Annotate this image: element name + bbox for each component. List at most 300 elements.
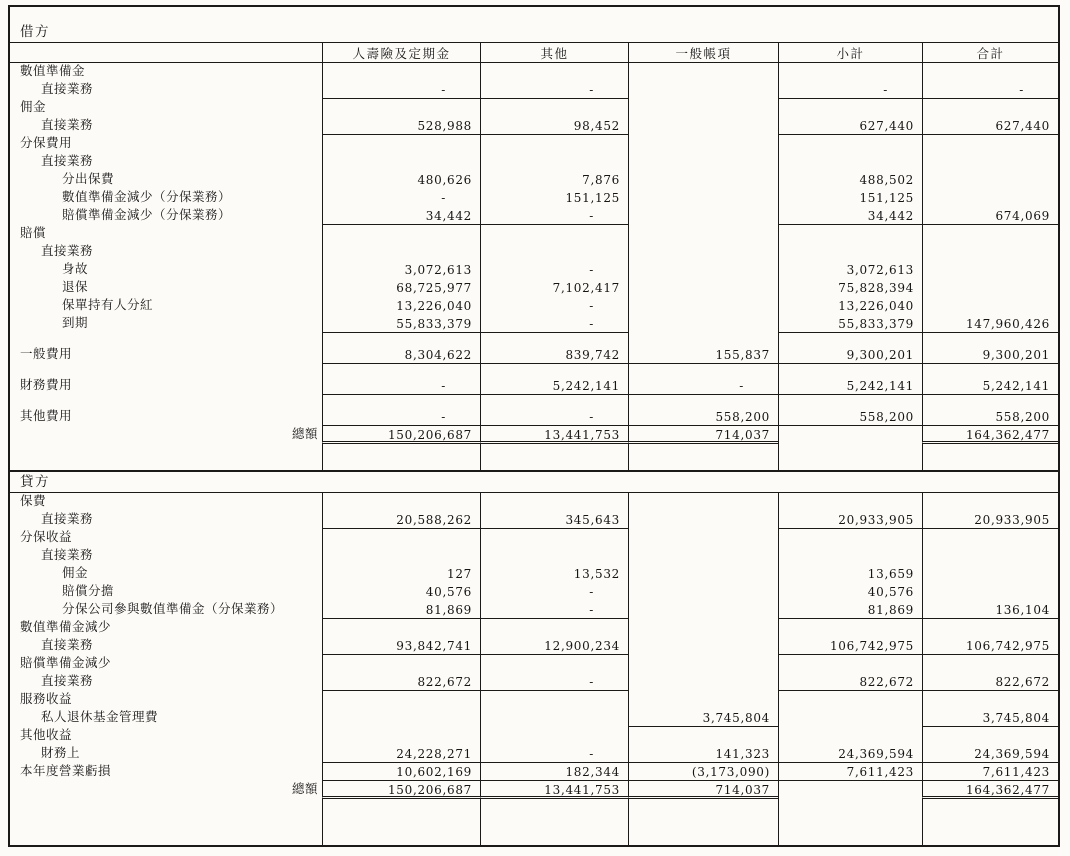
table-cell: 150,206,687 — [322, 426, 480, 444]
table-cell — [480, 655, 628, 673]
column-header-subtotal: 小計 — [778, 43, 922, 62]
table-cell: 20,933,905 — [922, 511, 1058, 529]
table-cell — [480, 444, 628, 470]
table-cell — [922, 261, 1058, 279]
table-cell: 714,037 — [628, 781, 778, 799]
table-cell — [628, 99, 778, 117]
table-cell — [628, 601, 778, 619]
table-cell — [628, 444, 778, 470]
table-cell — [480, 493, 628, 511]
table-row — [10, 225, 1058, 243]
spacer-row — [10, 364, 1058, 377]
table-cell: 5,242,141 — [778, 377, 922, 395]
table-cell — [922, 225, 1058, 243]
table-cell — [922, 565, 1058, 583]
table-cell: 13,226,040 — [322, 297, 480, 315]
table-cell — [922, 583, 1058, 601]
table-cell: 8,304,622 — [322, 346, 480, 364]
table-cell: 40,576 — [778, 583, 922, 601]
table-cell — [778, 225, 922, 243]
table-cell — [322, 529, 480, 547]
table-cell — [922, 619, 1058, 637]
table-cell: 136,104 — [922, 601, 1058, 619]
row-label — [10, 395, 322, 408]
row-label: 其他收益 — [20, 728, 73, 742]
table-cell: - — [628, 377, 778, 395]
table-cell — [322, 225, 480, 243]
table-cell — [628, 243, 778, 261]
table-cell — [628, 225, 778, 243]
table-row — [10, 346, 1058, 364]
row-label: 私人退休基金管理費 — [41, 710, 159, 724]
table-cell: 822,672 — [922, 673, 1058, 691]
table-cell — [922, 655, 1058, 673]
table-cell: 13,659 — [778, 565, 922, 583]
table-cell — [778, 493, 922, 511]
table-row — [10, 279, 1058, 297]
row-label: 直接業務 — [41, 512, 94, 526]
table-cell — [922, 444, 1058, 470]
table-cell: - — [480, 261, 628, 279]
table-cell: - — [480, 207, 628, 225]
row-label: 總額 — [291, 427, 318, 441]
table-cell: 558,200 — [922, 408, 1058, 426]
table-cell: 24,228,271 — [322, 745, 480, 763]
table-cell — [922, 727, 1058, 745]
debit-rows — [10, 63, 1058, 470]
table-cell — [628, 117, 778, 135]
table-cell — [322, 364, 480, 377]
table-cell — [322, 395, 480, 408]
table-cell: 155,837 — [628, 346, 778, 364]
row-label: 其他費用 — [20, 409, 73, 423]
table-cell — [778, 709, 922, 727]
table-cell — [628, 279, 778, 297]
table-cell: 151,125 — [778, 189, 922, 207]
table-cell — [922, 63, 1058, 81]
table-cell: - — [480, 408, 628, 426]
table-cell: 7,876 — [480, 171, 628, 189]
table-row — [10, 426, 1058, 444]
table-cell — [778, 153, 922, 171]
table-row — [10, 745, 1058, 763]
table-cell — [480, 395, 628, 408]
table-row — [10, 99, 1058, 117]
table-cell: 345,643 — [480, 511, 628, 529]
table-cell — [778, 529, 922, 547]
table-cell: 34,442 — [778, 207, 922, 225]
table-cell — [778, 243, 922, 261]
column-header-life-annuity: 人壽險及定期金 — [322, 43, 480, 62]
row-label — [10, 333, 322, 346]
table-cell: 150,206,687 — [322, 781, 480, 799]
row-label: 到期 — [62, 316, 89, 330]
table-cell: 480,626 — [322, 171, 480, 189]
table-cell — [628, 547, 778, 565]
table-cell: 3,072,613 — [322, 261, 480, 279]
table-row — [10, 117, 1058, 135]
row-label: 一般費用 — [20, 347, 73, 361]
table-cell — [778, 395, 922, 408]
row-label: 分出保費 — [62, 172, 115, 186]
table-cell — [480, 619, 628, 637]
table-cell — [778, 691, 922, 709]
row-label: 財務上 — [41, 746, 81, 760]
row-label: 直接業務 — [41, 674, 94, 688]
table-cell: 127 — [322, 565, 480, 583]
table-cell — [628, 395, 778, 408]
table-cell — [480, 63, 628, 81]
table-cell — [922, 135, 1058, 153]
credit-section-band — [10, 470, 1058, 493]
table-cell: - — [480, 297, 628, 315]
table-cell: - — [480, 601, 628, 619]
table-cell — [922, 153, 1058, 171]
table-cell: 164,362,477 — [922, 426, 1058, 444]
spacer-row — [10, 444, 1058, 470]
table-cell: 528,988 — [322, 117, 480, 135]
table-cell: - — [480, 81, 628, 99]
table-cell — [922, 279, 1058, 297]
table-cell — [480, 691, 628, 709]
table-cell — [922, 189, 1058, 207]
column-header-empty — [10, 43, 322, 62]
table-cell — [778, 444, 922, 470]
table-cell — [628, 297, 778, 315]
table-cell — [922, 529, 1058, 547]
table-cell — [480, 99, 628, 117]
table-cell — [628, 315, 778, 333]
table-cell — [322, 493, 480, 511]
row-label — [10, 364, 322, 377]
table-cell: 20,588,262 — [322, 511, 480, 529]
table-cell: 7,611,423 — [778, 763, 922, 781]
table-cell: 13,532 — [480, 565, 628, 583]
row-label — [10, 799, 322, 845]
table-cell — [628, 583, 778, 601]
row-label: 保單持有人分紅 — [62, 298, 154, 312]
table-cell: - — [480, 315, 628, 333]
table-cell: 68,725,977 — [322, 279, 480, 297]
table-cell: 98,452 — [480, 117, 628, 135]
column-header-general-accounts: 一般帳項 — [628, 43, 778, 62]
column-header-other: 其他 — [480, 43, 628, 62]
table-cell — [322, 135, 480, 153]
table-cell — [922, 297, 1058, 315]
table-cell — [922, 333, 1058, 346]
table-cell — [628, 207, 778, 225]
table-cell — [778, 63, 922, 81]
table-row — [10, 691, 1058, 709]
table-cell — [922, 691, 1058, 709]
table-cell: (3,173,090) — [628, 763, 778, 781]
table-cell: - — [322, 377, 480, 395]
table-cell: 24,369,594 — [922, 745, 1058, 763]
table-cell: 151,125 — [480, 189, 628, 207]
table-cell — [628, 637, 778, 655]
table-cell — [628, 655, 778, 673]
row-label — [10, 444, 322, 470]
table-row — [10, 601, 1058, 619]
table-row — [10, 583, 1058, 601]
table-cell — [778, 99, 922, 117]
row-label: 賠償分擔 — [62, 584, 115, 598]
table-cell: 627,440 — [778, 117, 922, 135]
row-label: 直接業務 — [41, 154, 94, 168]
table-cell: - — [480, 583, 628, 601]
table-row — [10, 529, 1058, 547]
row-label: 退保 — [62, 280, 89, 294]
table-cell — [628, 135, 778, 153]
table-row — [10, 637, 1058, 655]
table-cell — [778, 333, 922, 346]
table-row — [10, 81, 1058, 99]
table-cell: 5,242,141 — [922, 377, 1058, 395]
row-label: 數值準備金減少（分保業務） — [62, 190, 232, 204]
row-label: 數值準備金減少 — [20, 620, 112, 634]
table-cell: 34,442 — [322, 207, 480, 225]
table-cell — [778, 364, 922, 377]
table-cell: 3,745,804 — [628, 709, 778, 727]
table-row — [10, 781, 1058, 799]
table-row — [10, 763, 1058, 781]
table-cell: 822,672 — [322, 673, 480, 691]
table-cell — [922, 243, 1058, 261]
table-cell — [628, 333, 778, 346]
table-row — [10, 189, 1058, 207]
credit-section-title: 貸方 — [20, 474, 50, 489]
table-cell: 3,745,804 — [922, 709, 1058, 727]
table-cell: 13,441,753 — [480, 781, 628, 799]
row-label: 直接業務 — [41, 244, 94, 258]
table-cell — [778, 619, 922, 637]
table-cell: - — [322, 189, 480, 207]
table-cell: 55,833,379 — [778, 315, 922, 333]
table-cell — [778, 655, 922, 673]
table-cell — [322, 547, 480, 565]
table-cell — [322, 333, 480, 346]
table-row — [10, 565, 1058, 583]
table-row — [10, 709, 1058, 727]
table-cell: 627,440 — [922, 117, 1058, 135]
table-cell: 13,441,753 — [480, 426, 628, 444]
table-cell: 24,369,594 — [778, 745, 922, 763]
table-cell: 147,960,426 — [922, 315, 1058, 333]
row-label: 賠償 — [20, 226, 47, 240]
table-cell — [480, 727, 628, 745]
table-cell: 3,072,613 — [778, 261, 922, 279]
table-cell: 20,933,905 — [778, 511, 922, 529]
table-row — [10, 493, 1058, 511]
table-cell: 106,742,975 — [922, 637, 1058, 655]
table-cell — [922, 364, 1058, 377]
table-cell: 839,742 — [480, 346, 628, 364]
table-cell — [480, 153, 628, 171]
table-cell — [322, 243, 480, 261]
table-cell: 81,869 — [322, 601, 480, 619]
spacer-row — [10, 333, 1058, 346]
table-row — [10, 153, 1058, 171]
table-cell — [922, 547, 1058, 565]
table-cell — [480, 243, 628, 261]
table-cell — [322, 799, 480, 845]
row-label: 保費 — [20, 494, 47, 508]
table-cell: 81,869 — [778, 601, 922, 619]
debit-section-band — [10, 7, 1058, 43]
table-row — [10, 297, 1058, 315]
row-label: 直接業務 — [41, 118, 94, 132]
table-cell — [628, 493, 778, 511]
table-row — [10, 135, 1058, 153]
table-row — [10, 261, 1058, 279]
table-cell — [628, 511, 778, 529]
table-cell — [480, 225, 628, 243]
table-row — [10, 408, 1058, 426]
table-cell — [322, 655, 480, 673]
table-cell — [778, 781, 922, 799]
table-cell — [628, 261, 778, 279]
table-cell: 13,226,040 — [778, 297, 922, 315]
table-cell — [778, 135, 922, 153]
table-cell — [322, 709, 480, 727]
table-cell — [322, 691, 480, 709]
table-cell: - — [322, 81, 480, 99]
table-cell — [480, 529, 628, 547]
table-cell — [778, 727, 922, 745]
table-cell — [322, 153, 480, 171]
table-cell: 141,323 — [628, 745, 778, 763]
row-label: 本年度營業虧損 — [20, 764, 112, 778]
table-cell — [322, 63, 480, 81]
table-cell: 7,102,417 — [480, 279, 628, 297]
table-cell — [922, 99, 1058, 117]
table-cell: 9,300,201 — [922, 346, 1058, 364]
table-cell: 558,200 — [778, 408, 922, 426]
table-cell: 93,842,741 — [322, 637, 480, 655]
table-cell: 5,242,141 — [480, 377, 628, 395]
table-cell — [628, 673, 778, 691]
table-cell — [480, 709, 628, 727]
table-row — [10, 315, 1058, 333]
table-cell: 106,742,975 — [778, 637, 922, 655]
table-cell — [480, 547, 628, 565]
table-cell: 674,069 — [922, 207, 1058, 225]
table-cell — [778, 547, 922, 565]
table-row — [10, 511, 1058, 529]
table-cell — [480, 799, 628, 845]
row-label: 服務收益 — [20, 692, 73, 706]
table-frame — [8, 5, 1060, 847]
table-cell: 10,602,169 — [322, 763, 480, 781]
table-row — [10, 63, 1058, 81]
spacer-row — [10, 799, 1058, 845]
table-cell — [922, 171, 1058, 189]
table-cell — [480, 364, 628, 377]
table-cell — [628, 529, 778, 547]
row-label: 直接業務 — [41, 548, 94, 562]
row-label: 總額 — [291, 782, 318, 796]
table-cell — [322, 444, 480, 470]
table-row — [10, 727, 1058, 745]
table-cell — [628, 171, 778, 189]
table-cell — [322, 99, 480, 117]
table-row — [10, 673, 1058, 691]
table-cell: 9,300,201 — [778, 346, 922, 364]
table-cell — [628, 619, 778, 637]
spacer-row — [10, 395, 1058, 408]
row-label: 身故 — [62, 262, 89, 276]
table-cell — [628, 565, 778, 583]
row-label: 直接業務 — [41, 638, 94, 652]
row-label: 直接業務 — [41, 82, 94, 96]
table-cell: 12,900,234 — [480, 637, 628, 655]
table-cell — [628, 153, 778, 171]
table-cell: - — [480, 745, 628, 763]
table-cell: 182,344 — [480, 763, 628, 781]
row-label: 數值準備金 — [20, 64, 86, 78]
table-cell — [922, 493, 1058, 511]
table-cell: 55,833,379 — [322, 315, 480, 333]
table-cell: 75,828,394 — [778, 279, 922, 297]
table-cell — [628, 799, 778, 845]
row-label: 佣金 — [62, 566, 89, 580]
row-label: 財務費用 — [20, 378, 73, 392]
table-cell — [628, 364, 778, 377]
table-row — [10, 243, 1058, 261]
row-label: 分保公司參與數值準備金（分保業務） — [62, 602, 284, 616]
table-cell: - — [322, 408, 480, 426]
table-cell — [480, 135, 628, 153]
table-cell — [628, 189, 778, 207]
row-label: 賠償準備金減少（分保業務） — [62, 208, 232, 222]
table-cell — [628, 81, 778, 99]
table-cell: - — [480, 673, 628, 691]
table-row — [10, 547, 1058, 565]
row-label: 賠償準備金減少 — [20, 656, 112, 670]
table-cell — [628, 63, 778, 81]
column-header-total: 合計 — [922, 43, 1058, 62]
column-header-row — [10, 43, 1058, 63]
table-cell: 714,037 — [628, 426, 778, 444]
table-cell — [628, 691, 778, 709]
debit-section-title: 借方 — [20, 24, 50, 39]
row-label: 佣金 — [20, 100, 47, 114]
table-cell: - — [922, 81, 1058, 99]
row-label: 分保費用 — [20, 136, 73, 150]
table-row — [10, 207, 1058, 225]
table-cell — [922, 799, 1058, 845]
table-cell — [778, 426, 922, 444]
table-cell: 488,502 — [778, 171, 922, 189]
table-row — [10, 171, 1058, 189]
table-cell — [922, 395, 1058, 408]
table-row — [10, 377, 1058, 395]
table-cell: 558,200 — [628, 408, 778, 426]
table-cell: 164,362,477 — [922, 781, 1058, 799]
table-cell: 40,576 — [322, 583, 480, 601]
credit-rows — [10, 493, 1058, 845]
table-cell — [628, 727, 778, 745]
table-row — [10, 619, 1058, 637]
table-cell — [778, 799, 922, 845]
row-label: 分保收益 — [20, 530, 73, 544]
table-cell — [322, 619, 480, 637]
table-cell: 822,672 — [778, 673, 922, 691]
table-cell — [480, 333, 628, 346]
table-cell — [322, 727, 480, 745]
table-cell: 7,611,423 — [922, 763, 1058, 781]
table-row — [10, 655, 1058, 673]
